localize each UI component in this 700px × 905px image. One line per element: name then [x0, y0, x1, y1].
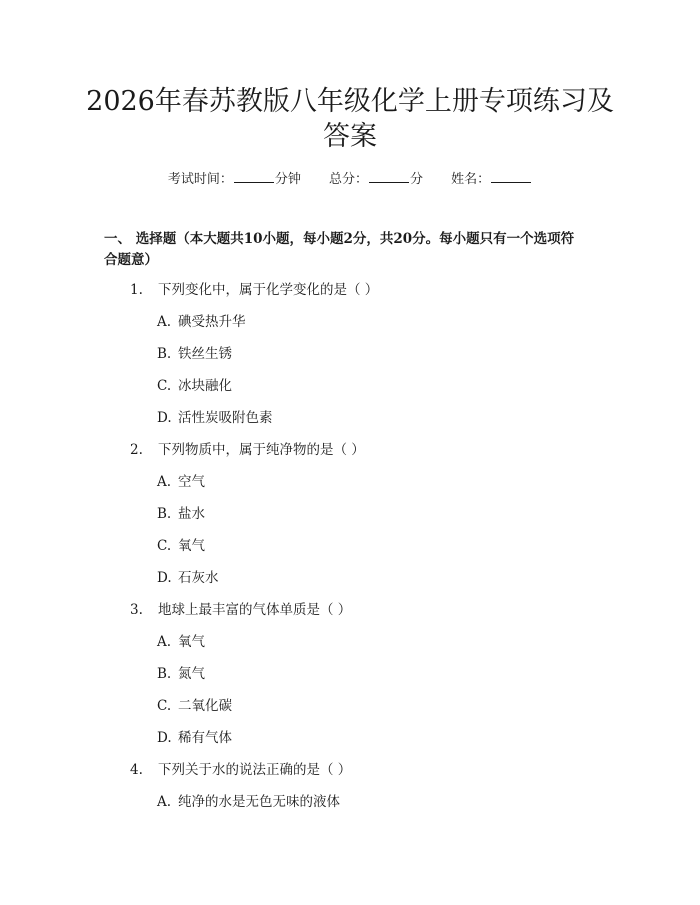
answer-option: [157, 697, 232, 715]
question-number: 3.: [130, 602, 143, 618]
exam-time-blank: [234, 170, 274, 183]
exam-info-line: [0, 170, 700, 189]
total-score-label: 总分：: [328, 172, 368, 187]
option-label: D.: [157, 730, 172, 746]
page-title: 2026年春苏教版八年级化学上册专项练习及: [86, 86, 614, 117]
section-heading: [104, 229, 604, 271]
option-label: A.: [157, 794, 172, 810]
question-item: [130, 281, 378, 299]
option-label: A.: [157, 634, 172, 650]
answer-option: [157, 377, 232, 395]
option-text: 空气: [178, 474, 205, 490]
answer-option: [157, 473, 205, 491]
option-text: 氧气: [178, 634, 205, 650]
option-text: 纯净的水是无色无味的液体: [178, 794, 340, 810]
option-label: B.: [157, 506, 172, 522]
option-label: C.: [157, 538, 172, 554]
option-label: D.: [157, 410, 172, 426]
option-text: 氧气: [178, 538, 205, 554]
student-name-field: [451, 170, 532, 189]
option-label: A.: [157, 314, 172, 330]
student-name-blank: [491, 170, 531, 183]
question-text: 下列物质中，属于纯净物的是（ ）: [158, 442, 365, 458]
total-score-blank: [369, 170, 409, 183]
exam-time-field: [168, 170, 301, 189]
question-item: [130, 441, 365, 459]
question-text: 地球上最丰富的气体单质是（ ）: [158, 602, 352, 618]
option-text: 石灰水: [178, 570, 219, 586]
option-label: B.: [157, 346, 172, 362]
answer-option: [157, 665, 205, 683]
answer-option: [157, 793, 340, 811]
section-heading-line2: 合题意）: [104, 252, 158, 268]
answer-option: [157, 729, 232, 747]
option-label: B.: [157, 666, 172, 682]
total-score-field: [329, 170, 423, 189]
answer-option: [157, 633, 205, 651]
option-label: D.: [157, 570, 172, 586]
option-text: 稀有气体: [178, 730, 232, 746]
answer-option: [157, 409, 273, 427]
question-item: [130, 601, 351, 619]
option-label: C.: [157, 698, 172, 714]
section-heading-line1: 一、 选择题（本大题共10小题，每小题2分，共20分。每小题只有一个选项符: [104, 231, 575, 247]
option-text: 活性炭吸附色素: [178, 410, 273, 426]
page-title-continued: 答案: [323, 121, 377, 152]
question-item: [130, 761, 351, 779]
answer-option: [157, 345, 232, 363]
answer-option: [157, 313, 246, 331]
option-label: A.: [157, 474, 172, 490]
option-text: 碘受热升华: [178, 314, 246, 330]
question-number: 2.: [130, 442, 143, 458]
exam-time-unit: 分钟: [274, 172, 301, 187]
answer-option: [157, 569, 219, 587]
option-text: 冰块融化: [178, 378, 232, 394]
option-text: 盐水: [178, 506, 205, 522]
question-text: 下列关于水的说法正确的是（ ）: [158, 762, 352, 778]
student-name-label: 姓名：: [451, 172, 491, 187]
total-score-unit: 分: [410, 172, 424, 187]
answer-option: [157, 537, 205, 555]
question-number: 1.: [130, 282, 143, 298]
exam-time-label: 考试时间：: [167, 172, 233, 187]
option-text: 铁丝生锈: [178, 346, 232, 362]
question-text: 下列变化中，属于化学变化的是（ ）: [158, 282, 379, 298]
answer-option: [157, 505, 205, 523]
question-number: 4.: [130, 762, 143, 778]
option-label: C.: [157, 378, 172, 394]
option-text: 氮气: [178, 666, 205, 682]
option-text: 二氧化碳: [178, 698, 232, 714]
